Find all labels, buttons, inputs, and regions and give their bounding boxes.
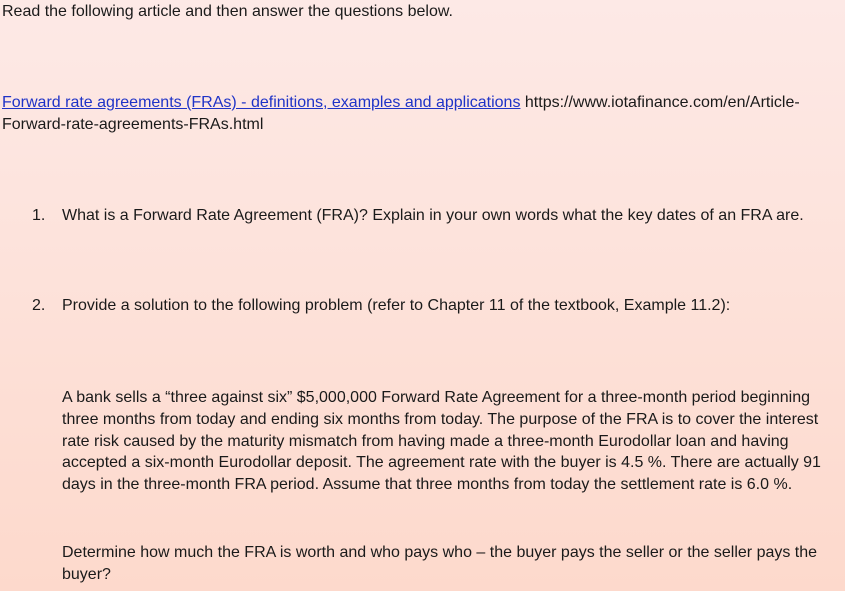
instructions-text: Read the following article and then answer the questions below. (2, 3, 453, 20)
problem-statement: A bank sells a “three against six” $5,000,000 Forward Rate Agreement for a three-month period beginning three months from today and ending six months from today. The purpose of the FRA is to cover the interest rate risk caused by the maturity mismatch from having made a three-month Eurodollar loan and having accepted a six-month Eurodollar deposit. The agreement rate with the buyer is 4.5 %. There are actually 91 days in the three-month FRA period. Assume that three months from today the settlement rate is 6.0 %. (62, 389, 821, 494)
question-2-text: Provide a solution to the following problem (refer to Chapter 11 of the textbook, Example 11.2): (62, 297, 731, 314)
article-url: https://www.iotafinance.com/en/Article- (524, 94, 800, 111)
article-reference (2, 92, 845, 136)
question-2 (32, 296, 730, 316)
question-1-number: 1. (32, 207, 46, 224)
question-1 (32, 206, 804, 226)
article-link[interactable]: Forward rate agreements (FRAs) - definitions, examples and applications (2, 94, 521, 111)
question-1-text: What is a Forward Rate Agreement (FRA)? Explain in your own words what the key dates of an FRA are. (62, 207, 804, 224)
problem-question: Determine how much the FRA is worth and who pays who – the buyer pays the seller or the seller pays the buyer? (62, 544, 818, 583)
article-url-continued: Forward-rate-agreements-FRAs.html (2, 116, 264, 133)
question-2-number: 2. (32, 297, 46, 314)
